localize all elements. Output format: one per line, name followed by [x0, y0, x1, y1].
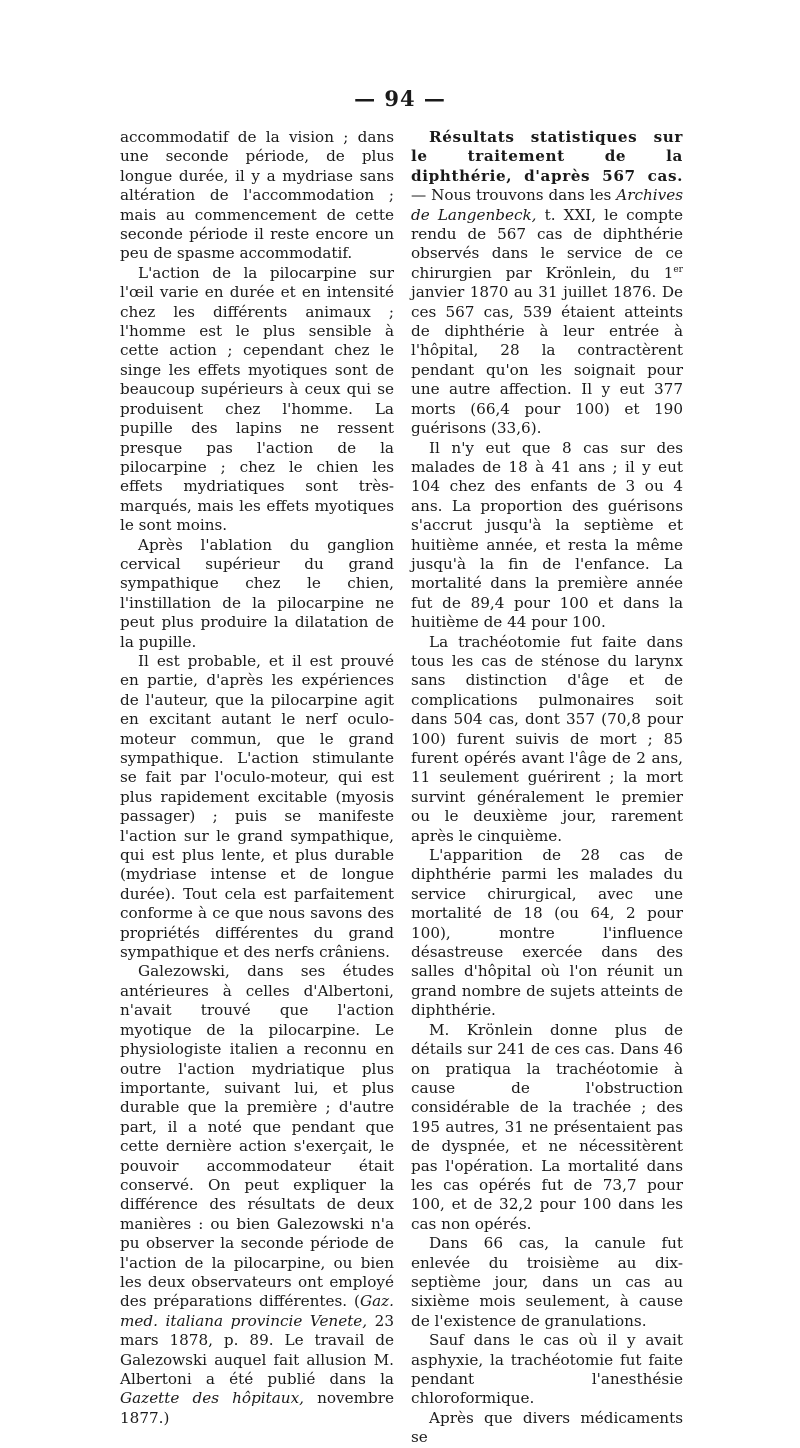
paragraph: L'apparition de 28 cas de diphthérie parmi les malades du service chirurgical, avec une mortalité de 18 (ou 64, 2 pour 100), montre l'influence désastreuse exercée dans des salles d'hôpital où l'on réunit un grand nombre de sujets atteints de diphthérie. [411, 846, 683, 1020]
paragraph: Après que divers médicaments se [411, 1408, 683, 1447]
paragraph-text: — Nous trouvons dans les [411, 186, 617, 205]
superscript: er [673, 264, 683, 275]
paragraph-text: Galezowski, dans ses études antérieures à celles d'Albertoni, n'avait trouvé que l'action myotique de la pilocarpine. Le physiologiste italien a reconnu en outre l'action mydriatique plus importante, suivant lui, et plus durable que la première ; d'autre part, il a noté que pendant que cette dernière action s'exerçait, le pouvoir accommodateur était conservé. On peut expliquer la différence des résultats de deux manières : ou bien Galezowski n'a pu observer la seconde période de l'action de la pilocarpine, ou bien les deux observateurs ont employé des préparations différentes. ( [120, 962, 394, 1311]
right-column [411, 128, 683, 1448]
paragraph-text: 23 mars 1878, p. 89. Le travail de Galezowski auquel fait allusion M. Albertoni a été publié dans la [120, 1311, 394, 1388]
reference-title: Gaz. med. italiana provincie Venete, [120, 1292, 394, 1330]
paragraph: Sauf dans le cas où il y avait asphyxie, la trachéotomie fut faite pendant l'anesthésie chloroformique. [411, 1331, 683, 1408]
paragraph-text: t. XXI, le compte rendu de 567 cas de diphthérie observés dans le service de ce chirurgien par Krönlein, du 1 [411, 205, 683, 282]
section-heading: Résultats statistiques sur le traitement de la diphthérie, d'après 567 cas. [411, 128, 683, 185]
paragraph: L'action de la pilocarpine sur l'œil varie en durée et en intensité chez les différents animaux ; l'homme est le plus sensible à cette action ; cependant chez le singe les effets myotiques sont de beaucoup supérieurs à ceux qui se produisent chez l'homme. La pupille des lapins ne ressent presque pas l'action de la pilocarpine ; chez le chien les effets mydriatiques sont très-marqués, mais les effets myotiques le sont moins. [120, 263, 394, 535]
paragraph-text: janvier 1870 au 31 juillet 1876. De ces 567 cas, 539 étaient atteints de diphthérie à leur entrée à l'hôpital, 28 la contractèrent pendant qu'on les soignait pour une autre affection. Il y eut 377 morts (66,4 pour 100) et 190 guérisons (33,6). [411, 283, 683, 438]
paragraph: Il n'y eut que 8 cas sur des malades de 18 à 41 ans ; il y eut 104 chez des enfants de 3 ou 4 ans. La proportion des guérisons s'accrut jusqu'à la septième et huitième année, et resta la même jusqu'à la fin de l'enfance. La mortalité dans la première année fut de 89,4 pour 100 et dans la huitième de 44 pour 100. [411, 438, 683, 632]
reference-title: Archives de Langenbeck, [411, 186, 683, 224]
paragraph: Il est probable, et il est prouvé en partie, d'après les expériences de l'auteur, que la pilocarpine agit en excitant autant le nerf oculo-moteur commun, que le grand sympathique. L'action stimulante se fait par l'oculo-moteur, qui est plus rapidement excitable (myosis passager) ; puis se manifeste l'action sur le grand sympathique, qui est plus lente, et plus durable (mydriase intense et de longue durée). Tout cela est parfaitement conforme à ce que nous savons des propriétés différentes du grand sympathique et des nerfs crâniens. [120, 651, 394, 962]
paragraph-text: novembre 1877.) [120, 1389, 394, 1427]
page-number: — 94 — [354, 86, 446, 111]
paragraph: accommodatif de la vision ; dans une seconde période, de plus longue durée, il y a mydriase sans altération de l'accommodation ; mais au commencement de cette seconde période il reste encore un peu de spasme accommodatif. [120, 128, 394, 263]
paragraph [120, 962, 394, 1428]
paragraph: Dans 66 cas, la canule fut enlevée du troisième au dix-septième jour, dans un cas au sixième mois seulement, à cause de l'existence de granulations. [411, 1234, 683, 1330]
paragraph: M. Krönlein donne plus de détails sur 241 de ces cas. Dans 46 on pratiqua la trachéotomie à cause de l'obstruction considérable de la trachée ; des 195 autres, 31 ne présentaient pas de dyspnée, et ne nécessitèrent pas l'opération. La mortalité dans les cas opérés fut de 73,7 pour 100, et de 32,2 pour 100 dans les cas non opérés. [411, 1020, 683, 1233]
left-column [120, 128, 394, 1428]
paragraph: La trachéotomie fut faite dans tous les cas de sténose du larynx sans distinction d'âge et de complications pulmonaires soit dans 504 cas, dont 357 (70,8 pour 100) furent suivis de mort ; 85 furent opérés avant l'âge de 2 ans, 11 seulement guérirent ; la mort survint généralement le premier ou le deuxième jour, rarement après le cinquième. [411, 632, 683, 845]
paragraph [411, 128, 683, 439]
paragraph: Après l'ablation du ganglion cervical supérieur du grand sympathique chez le chien, l'instillation de la pilocarpine ne peut plus produire la dilatation de la pupille. [120, 535, 394, 651]
reference-title: Gazette des hôpitaux, [120, 1389, 304, 1408]
